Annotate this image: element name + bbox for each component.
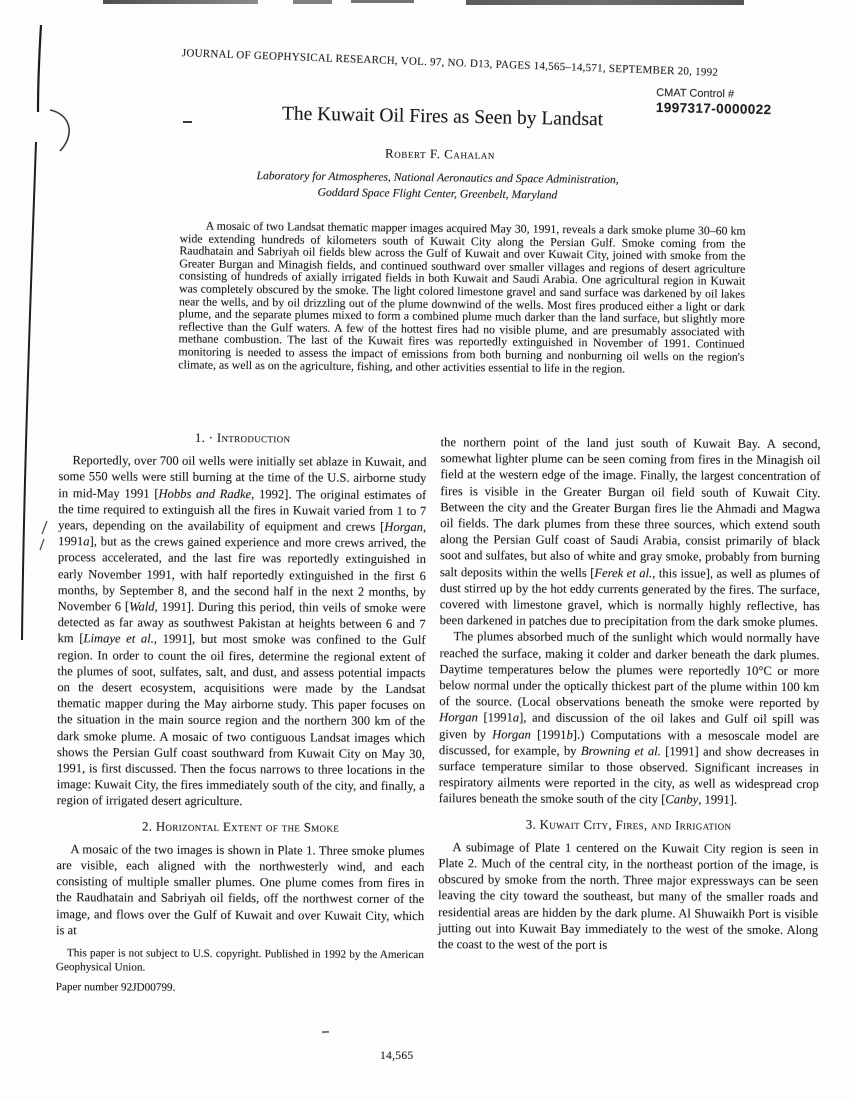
stamp-label: CMAT Control #: [656, 86, 735, 101]
column-left: [56, 420, 427, 997]
continuation-paragraph: the northern point of the land just south of Kuwait Bay. A second, somewhat lighter plume can be seen coming from fires in the Minagish oil field at the western edge of the image. Finally, the largest concentration of fires is visible in the Greater Burgan oil field south of Kuwait City. Between the city and the Greater Burgan fires lie the Ahmadi and Magwa oil fields. The dark plumes from these three sources, which extend south along the Persian Gulf coast of Saudi Arabia, consist primarily of black soot and sulfates, but also of white and gray smoke, probably from burning salt deposits within the wells [Ferek et al., this issue], as well as plumes of dust stirred up by the hot eddy currents generated by the fires. The surface, covered with limestone gravel, which is normally highly reflective, has been darkened in patches due to precipitation from the dark smoke plumes.: [439, 435, 821, 630]
abstract-paragraph: A mosaic of two Landsat thematic mapper images acquired May 30, 1991, reveals a dark smoke plume 30–60 km wide extending hundreds of kilometers south of Kuwait City along the Persian Gulf. Smoke coming from the Raudhatain and Sabriyah oil fields blew across the Gulf of Kuwait and over Kuwait City, joined with smoke from the Greater Burgan and Minagish fields, and continued southward over smaller villages and regions of desert agriculture consisting of hundreds of axially irrigated fields in both Kuwait and Saudi Arabia. One agricultural region in Kuwait was completely obscured by the smoke. The light colored limestone gravel and sand surface was darkened by oil lakes near the wells, and by oil drizzling out of the plume downwind of the wells. Most fires produced either a light or dark plume, and the separate plumes mixed to form a combined plume much darker than the land surface, but slightly more reflective than the Gulf waters. A few of the hottest fires had no visible plume, and are presumably associated with methane combustion. The last of the Kuwait fires was reportedly extinguished in November of 1991. Continued monitoring is needed to assess the impact of emissions from both burning and nonburning oil wells on the region's climate, as well as on the agriculture, fishing, and other activities essential to life in the region.: [178, 218, 746, 376]
affiliation-line-2: Goddard Space Flight Center, Greenbelt, Maryland: [317, 185, 558, 202]
subimage-paragraph: A subimage of Plate 1 centered on the Kuwait City region is seen in Plate 2. Much of the central city, in the northeast portion of the image, is obscured by smoke from the north. Three major expressways can be seen leaving the city toward the southeast, but many of the smaller roads and residential areas are hidden by the dark plume. Al Shuwaikh Port is visible jutting out into Kuwait Bay immediately to the west of the smoke. Along the coast to the west of the port is: [437, 840, 819, 953]
footnote-block: [56, 947, 424, 997]
affiliation-line-1: Laboratory for Atmospheres, National Aeronautics and Space Administration,: [256, 169, 619, 187]
plumes-paragraph: The plumes absorbed much of the sunlight which would normally have reached the surface, making it colder and darker beneath the dark plumes. Daytime temperatures below the plumes were reportedly 10°C or more below normal under the optically thickest part of the plume within 100 km of the source. (Local observations beneath the smoke were reported by Horgan [1991a], and discussion of the oil lakes and Gulf oil spill was given by Horgan [1991b].) Computations with a mesoscale model are discussed, for example, by Browning et al. [1991] and show decreases in surface temperature similar to those observed. Significant increases in respiratory ailments were reported in the city, as well as widespread crop failures beneath the smoke south of the city [Canby, 1991].: [438, 629, 820, 808]
author-name: Robert F. Cahalan: [384, 146, 496, 162]
column-right: [438, 434, 821, 954]
smoke-extent-paragraph: A mosaic of the two images is shown in Plate 1. Three smoke plumes are visible, each aligned with the northwesterly wind, and each consisting of multiple smaller plumes. One plume comes from fires in the Raudhatain and Sabriyah oil fields, off the northwest corner of the image, and flows over the Gulf of Kuwait and over Kuwait City, which is at: [55, 842, 425, 938]
journal-header-line: JOURNAL OF GEOPHYSICAL RESEARCH, VOL. 97, NO. D13, PAGES 14,565–14,571, SEPTEMBER 20, 1992: [181, 47, 719, 79]
section-heading-kuwait-city: 3. Kuwait City, Fires, and Irrigation: [525, 817, 732, 833]
page-number: 14,565: [380, 1050, 414, 1062]
section-heading-introduction: 1. · Introduction: [194, 430, 291, 446]
footnote-paper-number: Paper number 92JD00799.: [55, 981, 176, 994]
stamp-number: 1997317-0000022: [655, 99, 772, 118]
footnote-copyright: This paper is not subject to U.S. copyright. Published in 1992 by the American Geophysical Union.: [55, 947, 424, 974]
intro-paragraph: Reportedly, over 700 oil wells were initially set ablaze in Kuwait, and some 550 wells were still burning at the time of the U.S. airborne study in mid-May 1991 [Hobbs and Radke, 1992]. The original estimates of the time required to extinguish all the fires in Kuwait varied from 1 to 7 years, depending on the availability of equipment and crews [Horgan, 1991a], but as the crews gained experience and more crews arrived, the process accelerated, and the last fire was reportedly extinguished in early November 1991, with half reportedly extinguished in the first 6 months, by September 8, and the second half in the next 2 months, by November 6 [Wald, 1991]. During this period, thin veils of smoke were detected as far away as southwest Pakistan at heights between 6 and 7 km [Limaye et al., 1991], but most smoke was confined to the Gulf region. In order to count the oil fires, determine the regional extent of the plumes of soot, sulfates, salt, and dust, and assess potential impacts on the desert ecosystem, acquisitions were made by the Landsat thematic mapper during the May airborne study. This paper focuses on the situation in the main source region and the northern 300 km of the dark smoke plume. A mosaic of two contiguous Landsat images which shows the Persian Gulf coast southward from Kuwait City on May 30, 1991, is first discussed. Then the focus narrows to three locations in the image: Kuwait City, the fires immediately south of the city, and finally, a region of irrigated desert agriculture.: [56, 453, 427, 809]
section-heading-horizontal-extent: 2. Horizontal Extent of the Smoke: [141, 819, 340, 835]
page-title: The Kuwait Oil Fires as Seen by Landsat: [281, 103, 604, 131]
